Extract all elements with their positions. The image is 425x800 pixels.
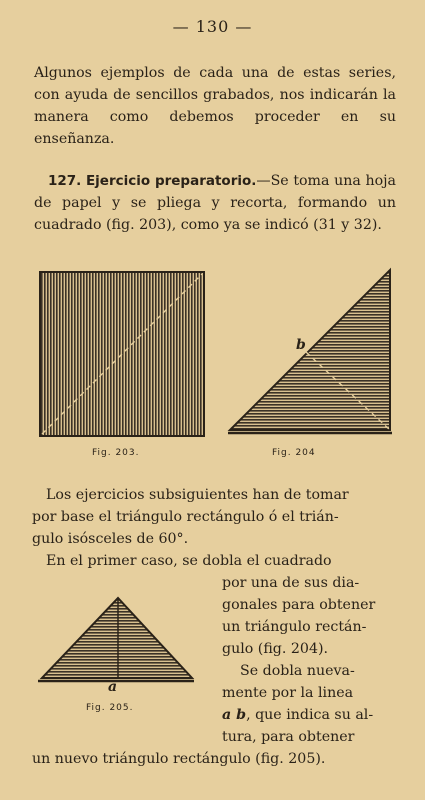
section-title: Ejercicio preparatorio.: [85, 173, 257, 189]
text-line: Los ejercicios subsiguientes han de tomar: [46, 487, 349, 503]
figure-204-label-b: b: [296, 337, 306, 353]
text-line: por una de sus dia-: [222, 575, 360, 591]
exercise-text: [34, 170, 396, 236]
text-line: Se dobla nueva-: [240, 663, 355, 679]
text-line: un nuevo triángulo rectángulo (fig. 205).: [32, 751, 326, 767]
text-line: [222, 704, 373, 726]
text-line: gonales para obtener: [222, 597, 376, 613]
figure-205-triangle: [36, 590, 196, 690]
text-line: por base el triángulo rectángulo ó el trián-: [32, 509, 339, 525]
text-line: gulo isósceles de 60°.: [32, 531, 189, 547]
intro-paragraph: [34, 62, 396, 150]
line-ab-label: a b: [222, 707, 247, 723]
section-body: —Se toma una hoja de papel y se pliega y recorta, formando un cuadrado (fig. 203), como ya se indicó (31 y 32).: [34, 173, 396, 233]
page-number: — 130 —: [172, 17, 253, 36]
figure-205-label-a: a: [108, 679, 118, 695]
figure-204-triangle: [226, 266, 394, 442]
text-line: un triángulo rectán-: [222, 619, 367, 635]
figure-203-square: [38, 270, 206, 440]
intro-text: Algunos ejemplos de cada una de estas series, con ayuda de sencillos grabados, nos indicarán la manera como debemos proceder en su enseñanza.: [34, 65, 396, 147]
text-line: tura, para obtener: [222, 729, 355, 745]
text-line: En el primer caso, se dobla el cuadrado: [46, 553, 332, 569]
figure-205-caption: Fig. 205.: [86, 703, 134, 713]
text-line-rest: , que indica su al-: [246, 707, 374, 723]
exercise-paragraph: [34, 170, 396, 236]
section-number: 127.: [48, 173, 82, 189]
figure-204-caption: Fig. 204: [272, 448, 316, 458]
text-line: mente por la linea: [222, 685, 354, 701]
text-line: gulo (fig. 204).: [222, 641, 329, 657]
figure-203-caption: Fig. 203.: [92, 448, 140, 458]
